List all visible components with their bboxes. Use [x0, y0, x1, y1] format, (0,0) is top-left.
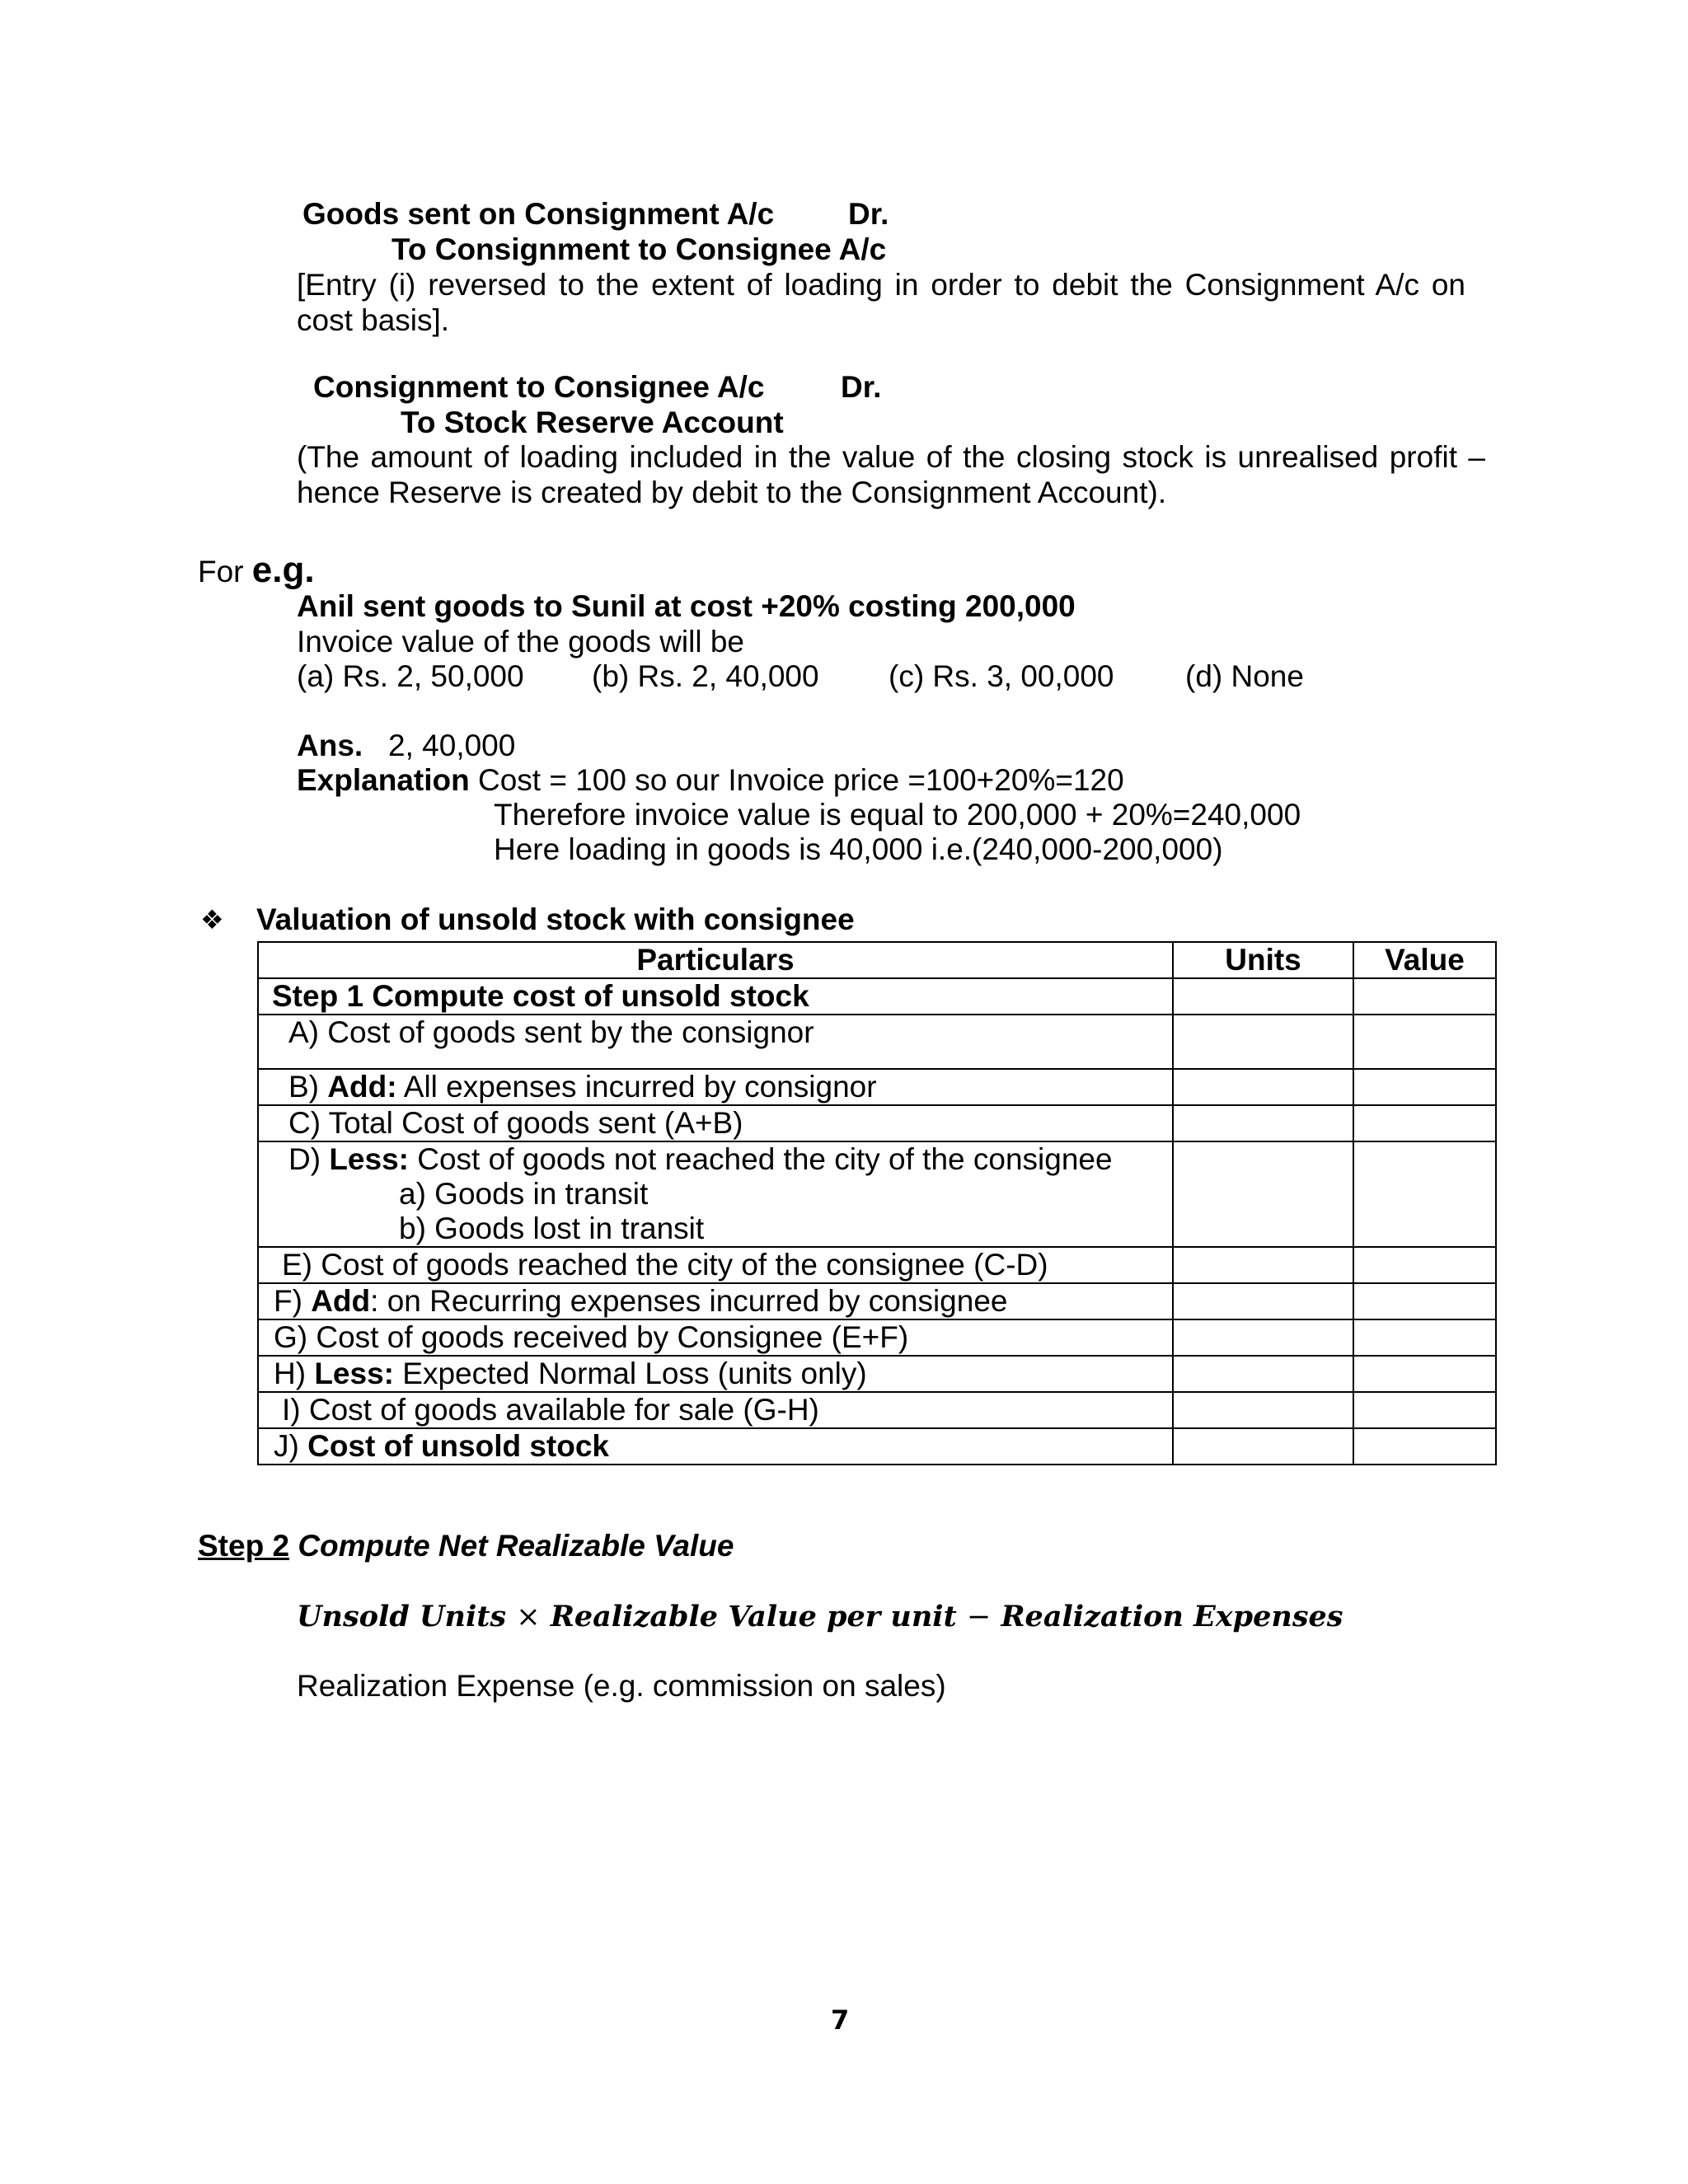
cell-units — [1173, 1283, 1353, 1319]
cell-value — [1353, 1319, 1496, 1356]
step2-heading — [198, 1528, 734, 1563]
row-a: A) Cost of goods sent by the consignor — [258, 1015, 1173, 1069]
header-units: Units — [1173, 942, 1353, 978]
table-row — [258, 1105, 1496, 1141]
cell-value — [1353, 1015, 1496, 1069]
row-b-prefix: B) — [288, 1070, 328, 1104]
table-row — [258, 978, 1496, 1015]
ans-label: Ans. — [297, 729, 363, 762]
row-d-bold: Less: — [329, 1142, 409, 1176]
option-b: (b) Rs. 2, 40,000 — [592, 659, 819, 693]
cell-units — [1173, 1069, 1353, 1105]
row-d-a: a) Goods in transit — [399, 1177, 649, 1211]
cell-value — [1353, 1141, 1496, 1247]
row-i: I) Cost of goods available for sale (G-H) — [258, 1392, 1173, 1428]
explanation-label: Explanation — [297, 763, 470, 797]
times-symbol: × — [516, 1601, 541, 1633]
table-row — [258, 1283, 1496, 1319]
page-number: 7 — [831, 2004, 850, 2036]
row-f-prefix: F) — [274, 1284, 312, 1318]
option-c: (c) Rs. 3, 00,000 — [889, 659, 1114, 693]
step2-title: Compute Net Realizable Value — [298, 1529, 734, 1563]
eg-label: e.g. — [251, 550, 315, 590]
cell-units — [1173, 1319, 1353, 1356]
valuation-table — [257, 941, 1497, 1465]
cell-value — [1353, 1247, 1496, 1283]
entry2-narration: (The amount of loading included in the value of the closing stock is unrealised profit – hence Reserve is created by debit to the Consignment Account). — [297, 440, 1485, 509]
cell-units — [1173, 1247, 1353, 1283]
table-header-row — [258, 942, 1496, 978]
entry2-dr: Dr. — [841, 370, 882, 404]
cell-units — [1173, 1141, 1353, 1247]
cell-units — [1173, 1392, 1353, 1428]
entry1-debit: Goods sent on Consignment A/c — [302, 197, 775, 231]
row-g: G) Cost of goods received by Consignee (E+F) — [258, 1319, 1173, 1356]
row-j-prefix: J) — [274, 1429, 308, 1463]
formula-realizable-value: Realizable Value per unit — [550, 1600, 957, 1633]
table-row — [258, 1356, 1496, 1392]
explanation-text-2: Therefore invoice value is equal to 200,000 + 20%=240,000 — [494, 798, 1301, 832]
table-row — [258, 1141, 1496, 1247]
table-row — [258, 1069, 1496, 1105]
explanation-line-1 — [297, 762, 1124, 798]
row-f-rest: : on Recurring expenses incurred by consignee — [370, 1284, 1008, 1318]
row-c: C) Total Cost of goods sent (A+B) — [258, 1105, 1173, 1141]
table-row — [258, 1247, 1496, 1283]
entry1-dr: Dr. — [848, 197, 889, 231]
step1-title: Step 1 Compute cost of unsold stock — [258, 978, 1173, 1015]
option-d: (d) None — [1185, 659, 1304, 693]
example-question: Anil sent goods to Sunil at cost +20% costing 200,000 — [297, 589, 1076, 623]
row-b-bold: Add: — [327, 1070, 397, 1104]
cell-value — [1353, 978, 1496, 1015]
row-e: E) Cost of goods reached the city of the consignee (C-D) — [258, 1247, 1173, 1283]
row-h-bold: Less: — [314, 1357, 394, 1390]
explanation-text-3: Here loading in goods is 40,000 i.e.(240,000-200,000) — [494, 832, 1223, 866]
row-b-rest: All expenses incurred by consignor — [396, 1070, 877, 1104]
cell-units — [1173, 1015, 1353, 1069]
entry2-debit: Consignment to Consignee A/c — [313, 370, 765, 404]
header-particulars: Particulars — [258, 942, 1173, 978]
cell-value — [1353, 1105, 1496, 1141]
cell-value — [1353, 1428, 1496, 1465]
row-d-b: b) Goods lost in transit — [399, 1212, 705, 1245]
cell-value — [1353, 1069, 1496, 1105]
row-f — [258, 1283, 1173, 1319]
formula-realization-expenses: Realization Expenses — [1001, 1600, 1343, 1633]
nrv-formula — [297, 1599, 1343, 1635]
for-label: For — [198, 555, 244, 588]
minus-symbol: − — [966, 1601, 992, 1633]
ans-value: 2, 40,000 — [388, 729, 516, 762]
entry2-credit: To Stock Reserve Account — [401, 405, 784, 439]
header-value: Value — [1353, 942, 1496, 978]
row-j-bold: Cost of unsold stock — [307, 1429, 610, 1463]
row-f-bold: Add — [311, 1284, 371, 1318]
row-d-rest: Cost of goods not reached the city of the consignee — [408, 1142, 1113, 1176]
row-b — [258, 1069, 1173, 1105]
table-row — [258, 1392, 1496, 1428]
bullet-icon: ❖ — [200, 905, 224, 935]
row-h-prefix: H) — [274, 1357, 315, 1390]
row-h-rest: Expected Normal Loss (units only) — [393, 1357, 867, 1390]
valuation-heading: Valuation of unsold stock with consignee — [256, 902, 855, 936]
cell-value — [1353, 1392, 1496, 1428]
example-for-line — [198, 552, 315, 589]
cell-units — [1173, 1356, 1353, 1392]
table-row — [258, 1015, 1496, 1069]
explanation-text-1: Cost = 100 so our Invoice price =100+20%=120 — [477, 763, 1124, 797]
row-d-prefix: D) — [288, 1142, 330, 1176]
example-prompt: Invoice value of the goods will be — [297, 625, 745, 658]
entry1-credit: To Consignment to Consignee A/c — [392, 232, 887, 266]
table-row — [258, 1319, 1496, 1356]
answer-line — [297, 728, 515, 763]
cell-value — [1353, 1356, 1496, 1392]
entry1-narration: [Entry (i) reversed to the extent of loading in order to debit the Consignment A/c on cost basis]. — [297, 268, 1465, 337]
row-d-main — [288, 1142, 1159, 1177]
formula-unsold-units: Unsold Units — [297, 1600, 507, 1633]
cell-units — [1173, 978, 1353, 1015]
step2-label: Step 2 — [198, 1529, 290, 1563]
cell-units — [1173, 1428, 1353, 1465]
cell-value — [1353, 1283, 1496, 1319]
row-j — [258, 1428, 1173, 1465]
table-row — [258, 1428, 1496, 1465]
cell-units — [1173, 1105, 1353, 1141]
step2-note: Realization Expense (e.g. commission on sales) — [297, 1669, 946, 1703]
row-h — [258, 1356, 1173, 1392]
option-a: (a) Rs. 2, 50,000 — [297, 659, 524, 693]
row-d — [258, 1141, 1173, 1247]
